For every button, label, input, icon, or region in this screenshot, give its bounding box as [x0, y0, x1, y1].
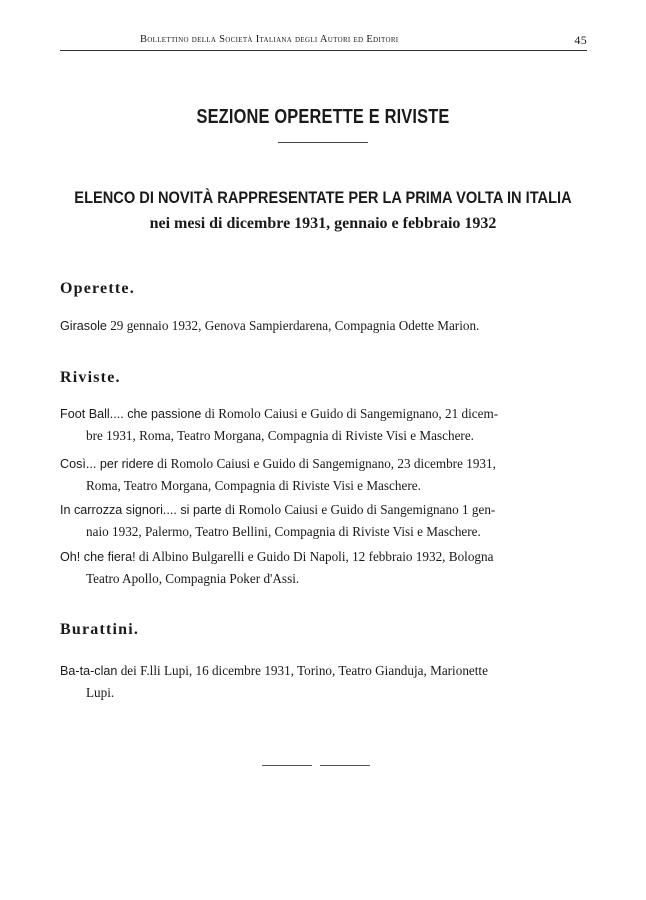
category-heading-operette: Operette.	[60, 280, 135, 297]
entry-details: di Romolo Caiusi e Guido di Sangemignano 1 gen-	[224, 502, 496, 517]
entry-details-continued: Teatro Apollo, Compagnia Poker d'Assi.	[86, 571, 300, 586]
entry-oh-che-fiera	[60, 546, 587, 589]
entry-details: di Albino Bulgarelli e Guido Di Napoli, 12 febbraio 1932, Bologna	[138, 549, 494, 564]
entry-details-continued: bre 1931, Roma, Teatro Morgana, Compagnia di Riviste Visi e Maschere.	[86, 428, 474, 443]
entry-title: Ba-ta-clan	[60, 664, 118, 678]
entry-details: dei F.lli Lupi, 16 dicembre 1931, Torino, Teatro Gianduja, Marionette	[120, 663, 488, 678]
entry-foot-ball	[60, 403, 587, 446]
category-heading-burattini: Burattini.	[60, 621, 140, 638]
entry-details: di Romolo Caiusi e Guido di Sangemignano, 23 dicembre 1931,	[157, 456, 496, 471]
entry-details: 29 gennaio 1932, Genova Sampierdarena, Compagnia Odette Marion.	[110, 318, 480, 333]
list-subtitle: nei mesi di dicembre 1931, gennaio e febbraio 1932	[149, 215, 497, 232]
entry-title: Così... per ridere	[60, 457, 154, 471]
entry-details-continued: naio 1932, Palermo, Teatro Bellini, Compagnia di Riviste Visi e Maschere.	[86, 524, 481, 539]
end-divider-right	[320, 765, 370, 766]
entry-cosi-per-ridere	[60, 453, 587, 496]
entry-in-carrozza-signori	[60, 499, 587, 542]
journal-title: Bollettino della Società Italiana degli Autori ed Editori	[140, 34, 399, 45]
entry-details-continued: Lupi.	[86, 685, 115, 700]
section-title: SEZIONE OPERETTE E RIVISTE	[196, 106, 450, 128]
list-title: ELENCO DI NOVITÀ RAPPRESENTATE PER LA PRIMA VOLTA IN ITALIA	[74, 188, 572, 207]
category-heading-riviste: Riviste.	[60, 369, 121, 386]
entry-title: In carrozza signori.... si parte	[60, 503, 222, 517]
running-header	[60, 34, 587, 51]
entry-ba-ta-clan	[60, 660, 587, 703]
entry-title: Oh! che fiera!	[60, 550, 136, 564]
title-divider	[278, 142, 368, 143]
entry-title: Girasole	[60, 319, 107, 333]
entry-details: di Romolo Caiusi e Guido di Sangemignano, 21 dicem-	[204, 406, 499, 421]
entry-girasole	[60, 315, 587, 337]
page-number: 45	[574, 33, 587, 47]
entry-details-continued: Roma, Teatro Morgana, Compagnia di Riviste Visi e Maschere.	[86, 478, 421, 493]
end-divider-left	[262, 765, 312, 766]
entry-title: Foot Ball.... che passione	[60, 407, 202, 421]
